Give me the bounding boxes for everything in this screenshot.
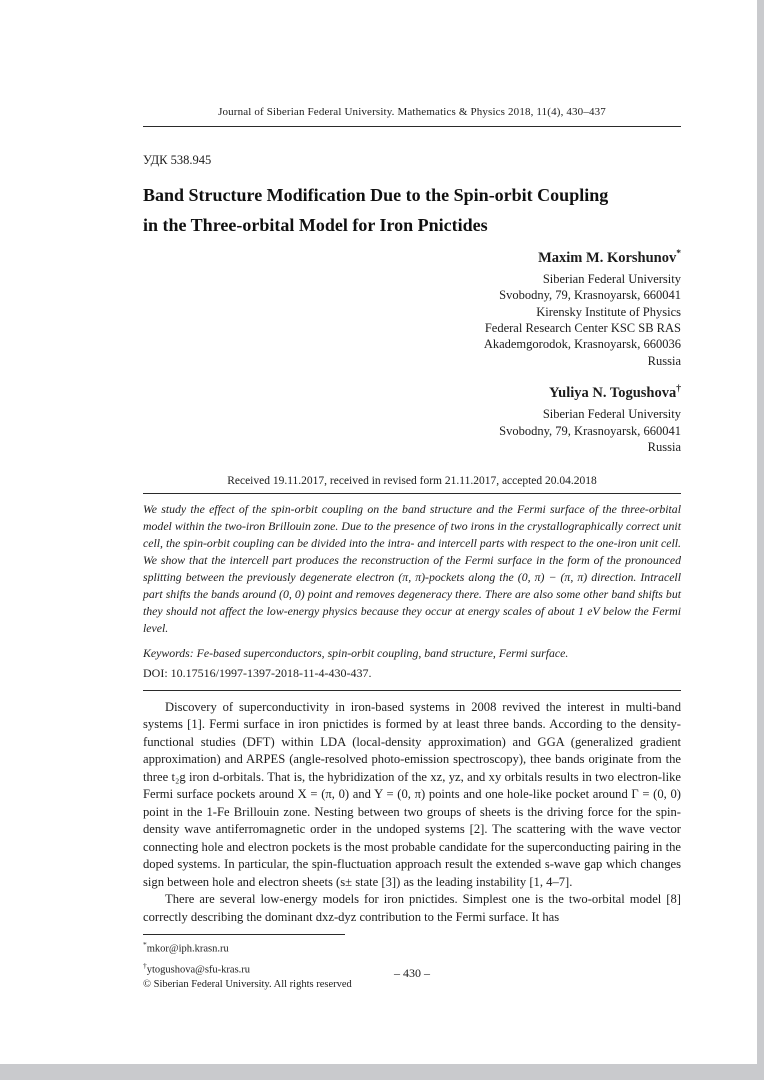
footnote-mark: * bbox=[143, 940, 147, 950]
affiliation-line: Akademgorodok, Krasnoyarsk, 660036 bbox=[483, 337, 681, 352]
footnote-text: ytogushova@sfu-kras.ru bbox=[146, 964, 251, 976]
affiliation-line: Russia bbox=[647, 439, 681, 454]
abstract-text: We study the effect of the spin-orbit coupling on the band structure and the Fermi surface of the three-orbital model within the two-iron Brillouin zone. Due to the presence of two irons in the crystallographically correct unit cell, the spin-orbit coupling can be divided into the intra- and intercell parts with respect to the one-iron unit cell. We show that the intercell part produces the reconstruction of the Fermi surface in the form of the pronounced splitting between the previously degenerate electron (π, π)-pockets along the (0, π) − (π, π) direction. Intracell part shifts the bands around (0, 0) point and removes degeneracy there. There are also some other band shifts but they should not affect the low-energy physics because they occur at energy scales of about 1 eV below the Fermi level. bbox=[143, 502, 681, 635]
affiliation-line: Russia bbox=[647, 353, 681, 368]
affiliation-line: Svobodny, 79, Krasnoyarsk, 660041 bbox=[499, 423, 681, 438]
author-name-text: Maxim M. Korshunov bbox=[538, 249, 677, 266]
affiliation-line: Federal Research Center KSC SB RAS bbox=[484, 321, 681, 336]
author-mark: * bbox=[676, 249, 681, 259]
body-top-rule bbox=[143, 690, 681, 691]
paper-title bbox=[143, 180, 681, 240]
journal-header-line: Journal of Siberian Federal University. Mathematics & Physics 2018, 11(4), 430–437 bbox=[218, 106, 606, 118]
title-line: in the Three-orbital Model for Iron Pnictides bbox=[143, 215, 488, 235]
body-paragraph: Discovery of superconductivity in iron-based systems in 2008 revived the interest in multi-band systems [1]. Fermi surface in iron pnictides is formed by at least three bands. According to the density-functional studies (DFT) within LDA (local-density approximation) and GGA (generalized gradient approximation) and ARPES (angle-resolved photo-emission spectroscopy), thee bands originate from the three t₂g iron d-orbitals. That is, the hybridization of the xz, yz, and xy orbitals results in two electron-like Fermi surface pockets around X = (π, 0) and Y = (0, π) points and one hole-like pocket around Γ = (0, 0) point in the 1-Fe Brillouin zone. Nesting between two groups of sheets is the driving force for the spin-density wave antiferromagnetic order in the undoped systems [2]. The scattering with the wave vector connecting hole and electron pockets is the most probable candidate for the superconducting pairing in the doped systems. In particular, the spin-fluctuation approach result the extended s-wave gap which changes sign between hole and electron sheets (s± state [3]) as the leading instability [1, 4–7]. bbox=[143, 699, 681, 889]
affiliation-line: Svobodny, 79, Krasnoyarsk, 660041 bbox=[499, 288, 681, 303]
affiliation-line: Siberian Federal University bbox=[542, 407, 681, 422]
affiliation-line: Siberian Federal University bbox=[542, 271, 681, 286]
author-mark: † bbox=[676, 384, 681, 395]
author-block-1 bbox=[143, 249, 681, 369]
title-line: Band Structure Modification Due to the Spin-orbit Coupling bbox=[143, 185, 609, 205]
author-block-2 bbox=[143, 384, 681, 455]
udk-code: УДК 538.945 bbox=[143, 153, 212, 167]
footnote-email bbox=[143, 938, 681, 956]
doi-line: DOI: 10.17516/1997-1397-2018-11-4-430-437. bbox=[143, 665, 372, 680]
abstract-top-rule bbox=[143, 493, 681, 494]
author-name bbox=[143, 249, 681, 267]
footnote-text: mkor@iph.krasn.ru bbox=[146, 943, 229, 955]
author-name-text: Yuliya N. Togushova bbox=[549, 385, 677, 402]
copyright-note: © Siberian Federal University. All rights reserved bbox=[143, 979, 352, 991]
keywords-line: Keywords: Fe-based superconductors, spin-orbit coupling, band structure, Fermi surface. bbox=[143, 645, 569, 660]
page-content bbox=[143, 0, 681, 992]
author-name bbox=[143, 384, 681, 402]
footnote-mark: † bbox=[143, 961, 147, 971]
header-rule bbox=[143, 126, 681, 127]
page-number: – 430 – bbox=[394, 966, 430, 980]
footnote-rule bbox=[143, 934, 345, 935]
affiliation-line: Kirensky Institute of Physics bbox=[536, 304, 681, 319]
received-line: Received 19.11.2017, received in revised form 21.11.2017, accepted 20.04.2018 bbox=[227, 475, 597, 488]
body-paragraph: There are several low-energy models for iron pnictides. Simplest one is the two-orbital model [8] correctly describing the dominant dxz-dyz contribution to the Fermi surface. It has bbox=[143, 892, 681, 924]
